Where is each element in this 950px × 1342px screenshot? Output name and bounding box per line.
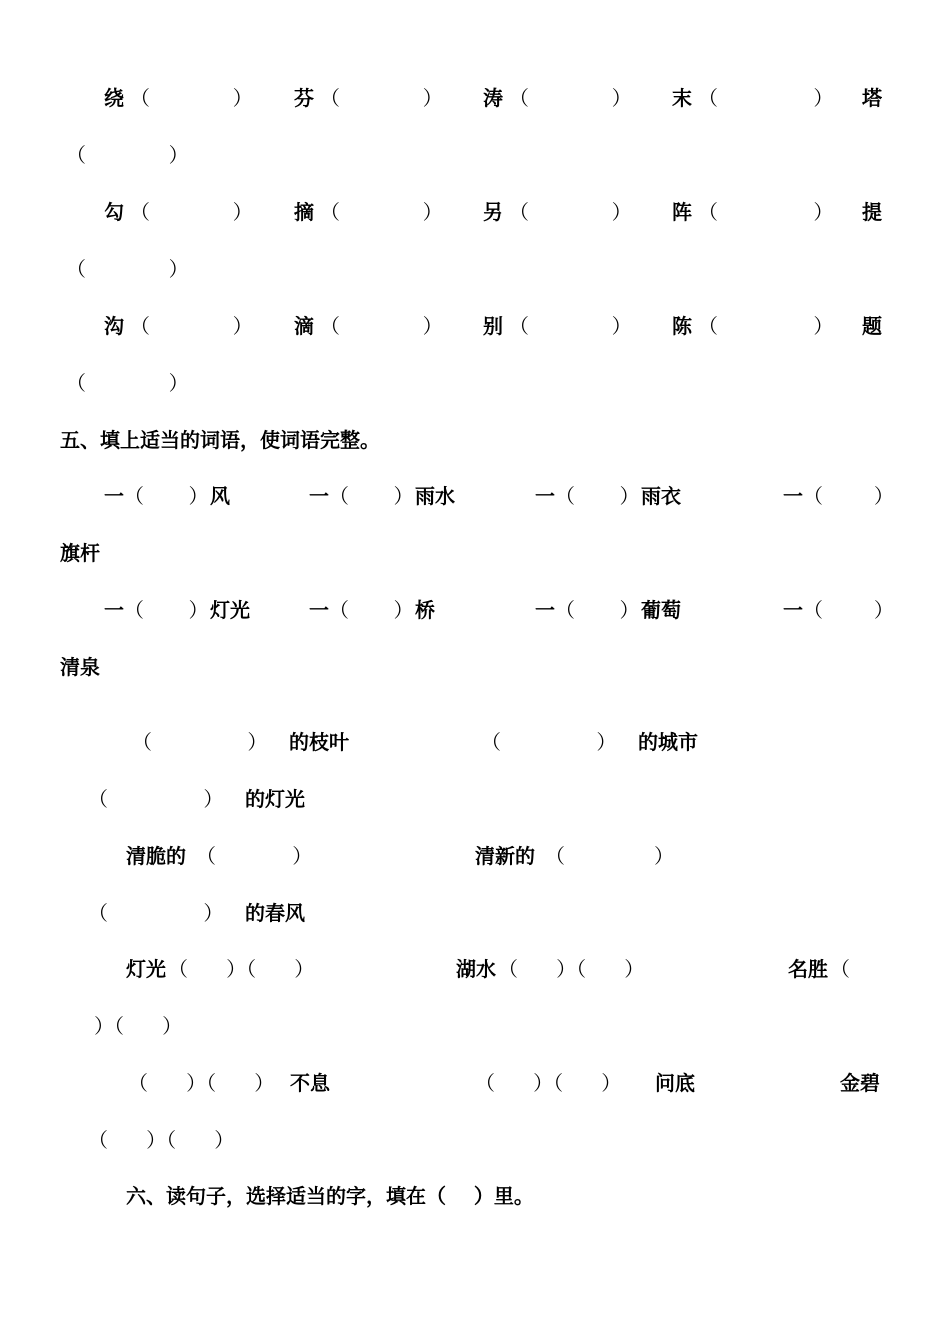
word: 桥	[415, 598, 435, 622]
paren-blank[interactable]: （ ）	[698, 86, 834, 110]
word: 灯光	[210, 598, 250, 622]
paren-blank[interactable]: （ ）	[130, 314, 253, 338]
paren-blank[interactable]: （ ）	[320, 86, 443, 110]
paren-blank[interactable]: （ ）	[88, 901, 224, 925]
char-2: 摘	[294, 200, 314, 224]
word: 雨衣	[641, 484, 681, 508]
char-2: 芬	[294, 86, 314, 110]
prefix: 一	[783, 484, 803, 508]
paren-blank[interactable]: （ ）	[196, 844, 313, 868]
paren-blank[interactable]: （ ）	[509, 86, 632, 110]
word: 旗杆	[60, 541, 100, 565]
word: 清泉	[60, 655, 100, 679]
paren-blank[interactable]: （ ）	[124, 598, 209, 622]
prefix: 一	[535, 598, 555, 622]
word: 的灯光	[245, 787, 305, 811]
paren-blank[interactable]: （ ）	[555, 484, 640, 508]
paren-blank[interactable]: （ ）	[320, 314, 443, 338]
word: 葡萄	[641, 598, 681, 622]
paren-blank[interactable]: （ ）（ ）	[168, 957, 315, 981]
paren-blank[interactable]: （ ）	[698, 314, 834, 338]
prefix: 一	[309, 598, 329, 622]
paren-blank[interactable]: （ ）	[481, 730, 617, 754]
paren-blank[interactable]: （ ）	[124, 484, 209, 508]
paren-blank[interactable]: （ ）	[698, 200, 834, 224]
word: 问底	[655, 1071, 695, 1095]
word: 湖水	[456, 957, 496, 981]
paren-blank[interactable]: （ ）	[66, 143, 189, 167]
paren-blank[interactable]: （ ）（ ）	[498, 957, 645, 981]
char-4: 陈	[672, 314, 692, 338]
paren-blank[interactable]: （ ）	[803, 484, 894, 508]
section-5-title: 五、填上适当的词语，使词语完整。	[60, 428, 380, 452]
prefix: 一	[104, 484, 124, 508]
paren-blank[interactable]: （ ）	[66, 371, 189, 395]
paren-blank[interactable]: （ ）	[66, 257, 189, 281]
word: 风	[210, 484, 230, 508]
paren-blank[interactable]: （ ）	[130, 86, 253, 110]
paren-blank[interactable]: （ ）	[509, 200, 632, 224]
paren-blank[interactable]: （ ）	[803, 598, 894, 622]
paren-blank[interactable]: （ ）（ ）	[128, 1071, 275, 1095]
char-3: 另	[483, 200, 503, 224]
paren-blank[interactable]: （ ）	[329, 484, 414, 508]
paren-blank[interactable]: （ ）	[320, 200, 443, 224]
word: 清脆的	[126, 844, 186, 868]
paren-blank[interactable]: （ ）（ ）	[475, 1071, 622, 1095]
word: 不息	[290, 1071, 330, 1095]
word: 灯光	[126, 957, 166, 981]
char-1: 沟	[104, 314, 124, 338]
word: 金碧	[840, 1071, 880, 1095]
paren-blank[interactable]: （ ）	[132, 730, 268, 754]
char-3: 涛	[483, 86, 503, 110]
char-4: 阵	[672, 200, 692, 224]
paren-blank[interactable]: （ ）	[509, 314, 632, 338]
char-1: 绕	[104, 86, 124, 110]
prefix: 一	[104, 598, 124, 622]
paren-blank[interactable]: （ ）（ ）	[88, 1128, 235, 1152]
paren-blank[interactable]: ）（ ）	[94, 1014, 183, 1038]
word: 的枝叶	[289, 730, 349, 754]
char-1: 勾	[104, 200, 124, 224]
paren-blank[interactable]: （ ）	[329, 598, 414, 622]
prefix: 一	[535, 484, 555, 508]
paren-blank[interactable]: （ ）	[555, 598, 640, 622]
section-6-title: 六、读句子，选择适当的字，填在（ ）里。	[126, 1184, 534, 1208]
word: 清新的	[475, 844, 535, 868]
word: 的春风	[245, 901, 305, 925]
char-5: 塔	[862, 86, 882, 110]
paren-blank[interactable]: （	[830, 957, 850, 981]
word: 的城市	[638, 730, 698, 754]
char-3: 别	[483, 314, 503, 338]
paren-blank[interactable]: （ ）	[130, 200, 253, 224]
word: 雨水	[415, 484, 455, 508]
word: 名胜	[788, 957, 828, 981]
char-2: 滴	[294, 314, 314, 338]
char-5: 提	[862, 200, 882, 224]
char-5: 题	[862, 314, 882, 338]
paren-blank[interactable]: （ ）	[88, 787, 224, 811]
prefix: 一	[783, 598, 803, 622]
paren-blank[interactable]: （ ）	[545, 844, 675, 868]
char-4: 末	[672, 86, 692, 110]
prefix: 一	[309, 484, 329, 508]
